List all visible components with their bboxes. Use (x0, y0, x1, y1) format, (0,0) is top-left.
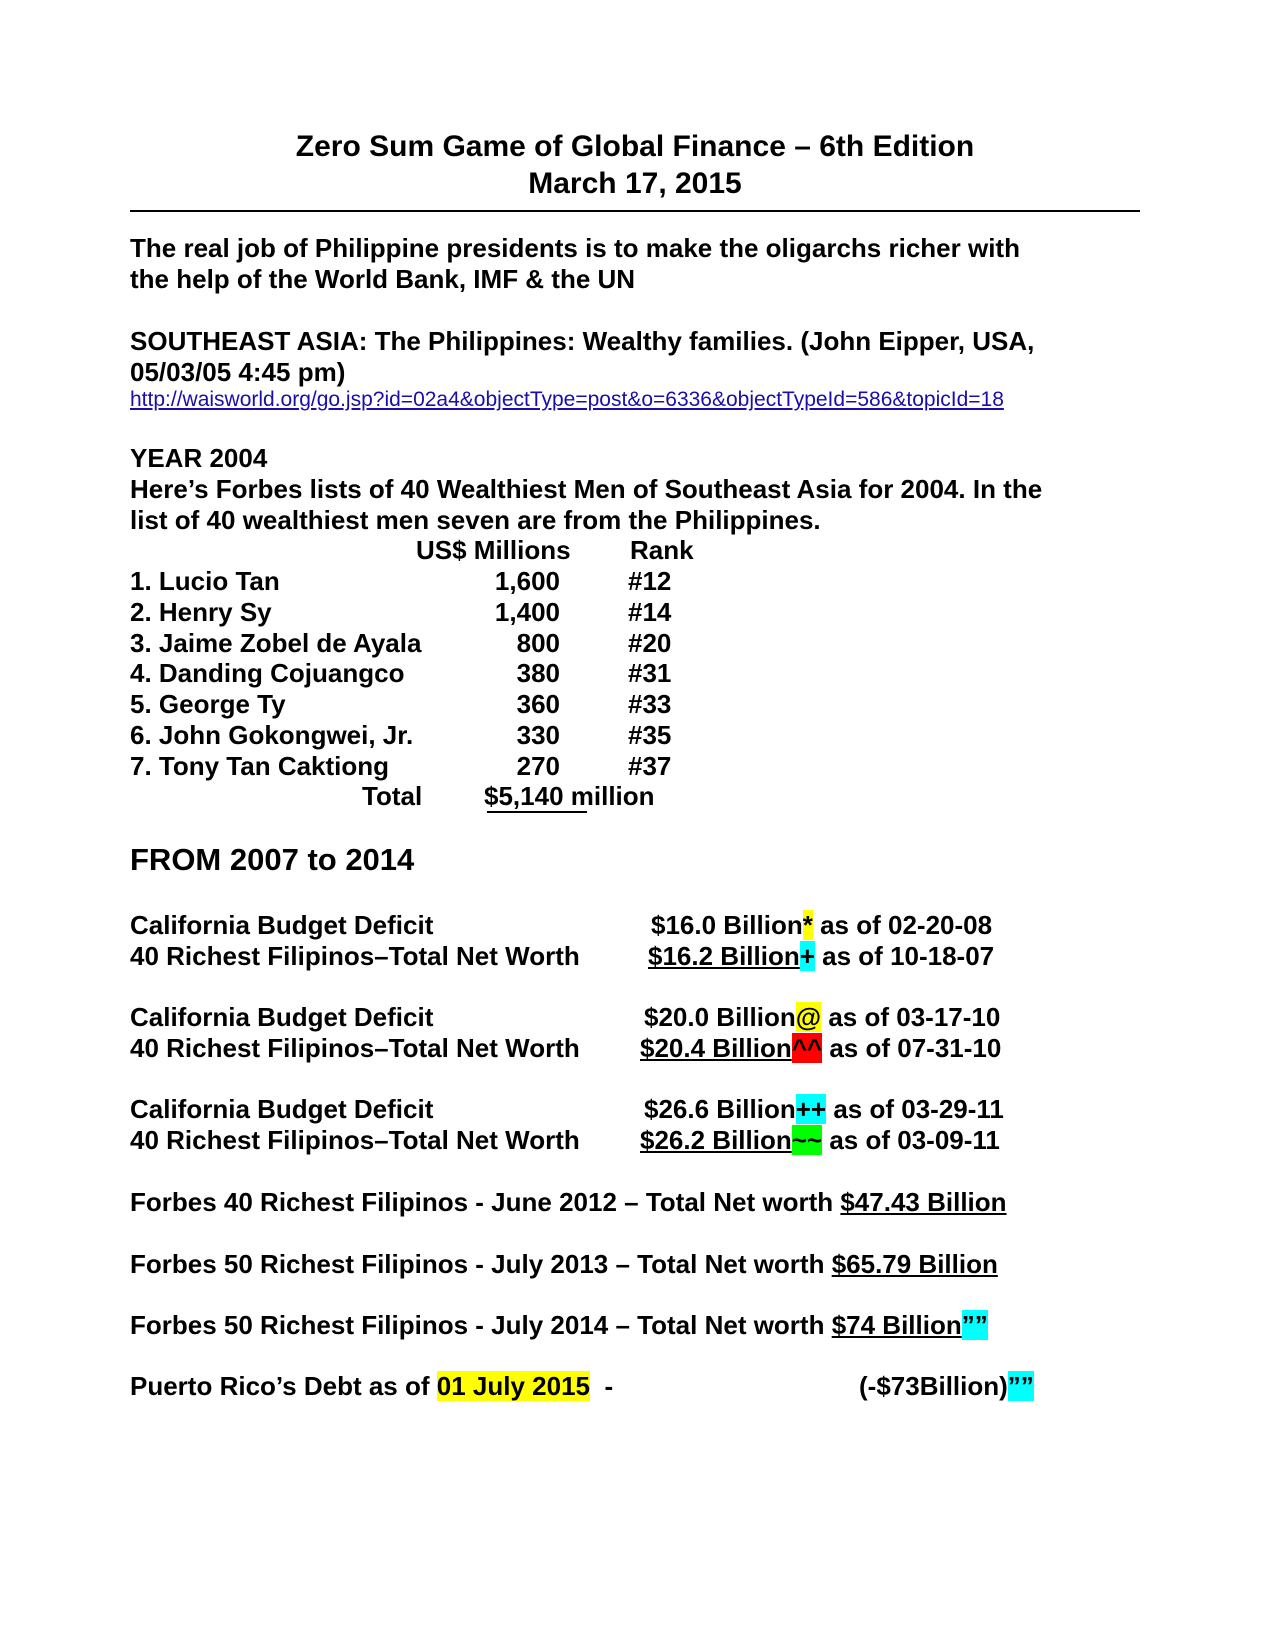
table-row-value: 800 (516, 628, 560, 658)
footnote-marker: ”” (1007, 1371, 1034, 1401)
year-2004-desc-1: Here’s Forbes lists of 40 Wealthiest Men of Southeast Asia for 2004. In the (130, 474, 1043, 504)
intro-line-1: The real job of Philippine presidents is to make the oligarchs richer with (130, 233, 1020, 263)
table-row-value: 270 (516, 751, 560, 781)
table-row-name: 7. Tony Tan Caktiong (130, 751, 390, 781)
forbes-amount: $47.43 Billion (840, 1187, 1007, 1217)
comparison-label: 40 Richest Filipinos–Total Net Worth (130, 941, 580, 971)
source-link[interactable]: http://waisworld.org/go.jsp?id=02a4&objectType=post&o=6336&objectTypeId=586&topicId=18 (130, 388, 1004, 411)
total-value: $5,140 million (484, 781, 655, 811)
footnote-marker: ^^ (791, 1033, 823, 1063)
puerto-rico-date: 01 July 2015 (436, 1371, 590, 1401)
forbes-amount: $74 Billion (831, 1310, 962, 1340)
footnote-marker: + (799, 941, 815, 971)
table-row-rank: #35 (628, 720, 672, 750)
footnote-marker: * (802, 910, 813, 940)
title-divider (130, 210, 1140, 212)
comparison-amount: $26.6 Billion++ as of 03-29-11 (644, 1094, 1004, 1124)
source-line-1: SOUTHEAST ASIA: The Philippines: Wealthy families. (John Eipper, USA, (130, 326, 1035, 356)
table-row-name: 5. George Ty (130, 689, 286, 719)
table-row-value: 330 (516, 720, 560, 750)
table-row-rank: #12 (628, 566, 672, 596)
table-row-rank: #33 (628, 689, 672, 719)
year-2004-heading: YEAR 2004 (130, 443, 268, 473)
footnote-marker: ++ (795, 1094, 827, 1124)
intro-line-2: the help of the World Bank, IMF & the UN (130, 264, 636, 294)
table-row-rank: #37 (628, 751, 672, 781)
table-row-value: 360 (516, 689, 560, 719)
total-label: Total (362, 781, 423, 811)
table-row-value: 380 (516, 658, 560, 688)
comparison-amount: $20.4 Billion^^ as of 07-31-10 (640, 1033, 1002, 1063)
comparison-amount: $16.2 Billion+ as of 10-18-07 (648, 941, 995, 971)
table-row-rank: #14 (628, 597, 672, 627)
comparison-label: California Budget Deficit (130, 1094, 434, 1124)
puerto-rico-amount: (-$73Billion)”” (859, 1371, 1034, 1401)
table-row-name: 1. Lucio Tan (130, 566, 280, 596)
comparison-label: California Budget Deficit (130, 1002, 434, 1032)
forbes-line: Forbes 40 Richest Filipinos - June 2012 – Total Net worth $47.43 Billion (130, 1187, 1007, 1217)
footnote-marker: ~~ (791, 1125, 823, 1155)
comparison-amount: $16.0 Billion* as of 02-20-08 (651, 910, 993, 940)
source-line-2: 05/03/05 4:45 pm) (130, 357, 346, 387)
footnote-marker: @ (795, 1002, 822, 1032)
comparison-label: 40 Richest Filipinos–Total Net Worth (130, 1033, 580, 1063)
column-header-rank: Rank (630, 535, 694, 565)
period-heading: FROM 2007 to 2014 (130, 842, 415, 877)
table-row-name: 2. Henry Sy (130, 597, 272, 627)
forbes-line: Forbes 50 Richest Filipinos - July 2013 – Total Net worth $65.79 Billion (130, 1249, 998, 1279)
forbes-line: Forbes 50 Richest Filipinos - July 2014 – Total Net worth $74 Billion”” (130, 1310, 988, 1340)
table-row-value: 1,400 (494, 597, 560, 627)
document-title: Zero Sum Game of Global Finance – 6th Edition (295, 130, 975, 163)
table-row-name: 6. John Gokongwei, Jr. (130, 720, 414, 750)
table-row-name: 4. Danding Cojuangco (130, 658, 405, 688)
comparison-amount: $20.0 Billion@ as of 03-17-10 (644, 1002, 1001, 1032)
document-date: March 17, 2015 (528, 167, 742, 200)
comparison-amount: $26.2 Billion~~ as of 03-09-11 (640, 1125, 1000, 1155)
forbes-amount: $65.79 Billion (831, 1249, 998, 1279)
footnote-marker: ”” (961, 1310, 988, 1340)
table-row-value: 1,600 (494, 566, 560, 596)
puerto-rico-line: Puerto Rico’s Debt as of 01 July 2015 - (130, 1371, 614, 1401)
table-row-rank: #31 (628, 658, 672, 688)
comparison-label: California Budget Deficit (130, 910, 434, 940)
comparison-label: 40 Richest Filipinos–Total Net Worth (130, 1125, 580, 1155)
table-row-rank: #20 (628, 628, 672, 658)
year-2004-desc-2: list of 40 wealthiest men seven are from the Philippines. (130, 505, 821, 535)
table-row-name: 3. Jaime Zobel de Ayala (130, 628, 422, 658)
column-header-millions: US$ Millions (416, 535, 571, 565)
